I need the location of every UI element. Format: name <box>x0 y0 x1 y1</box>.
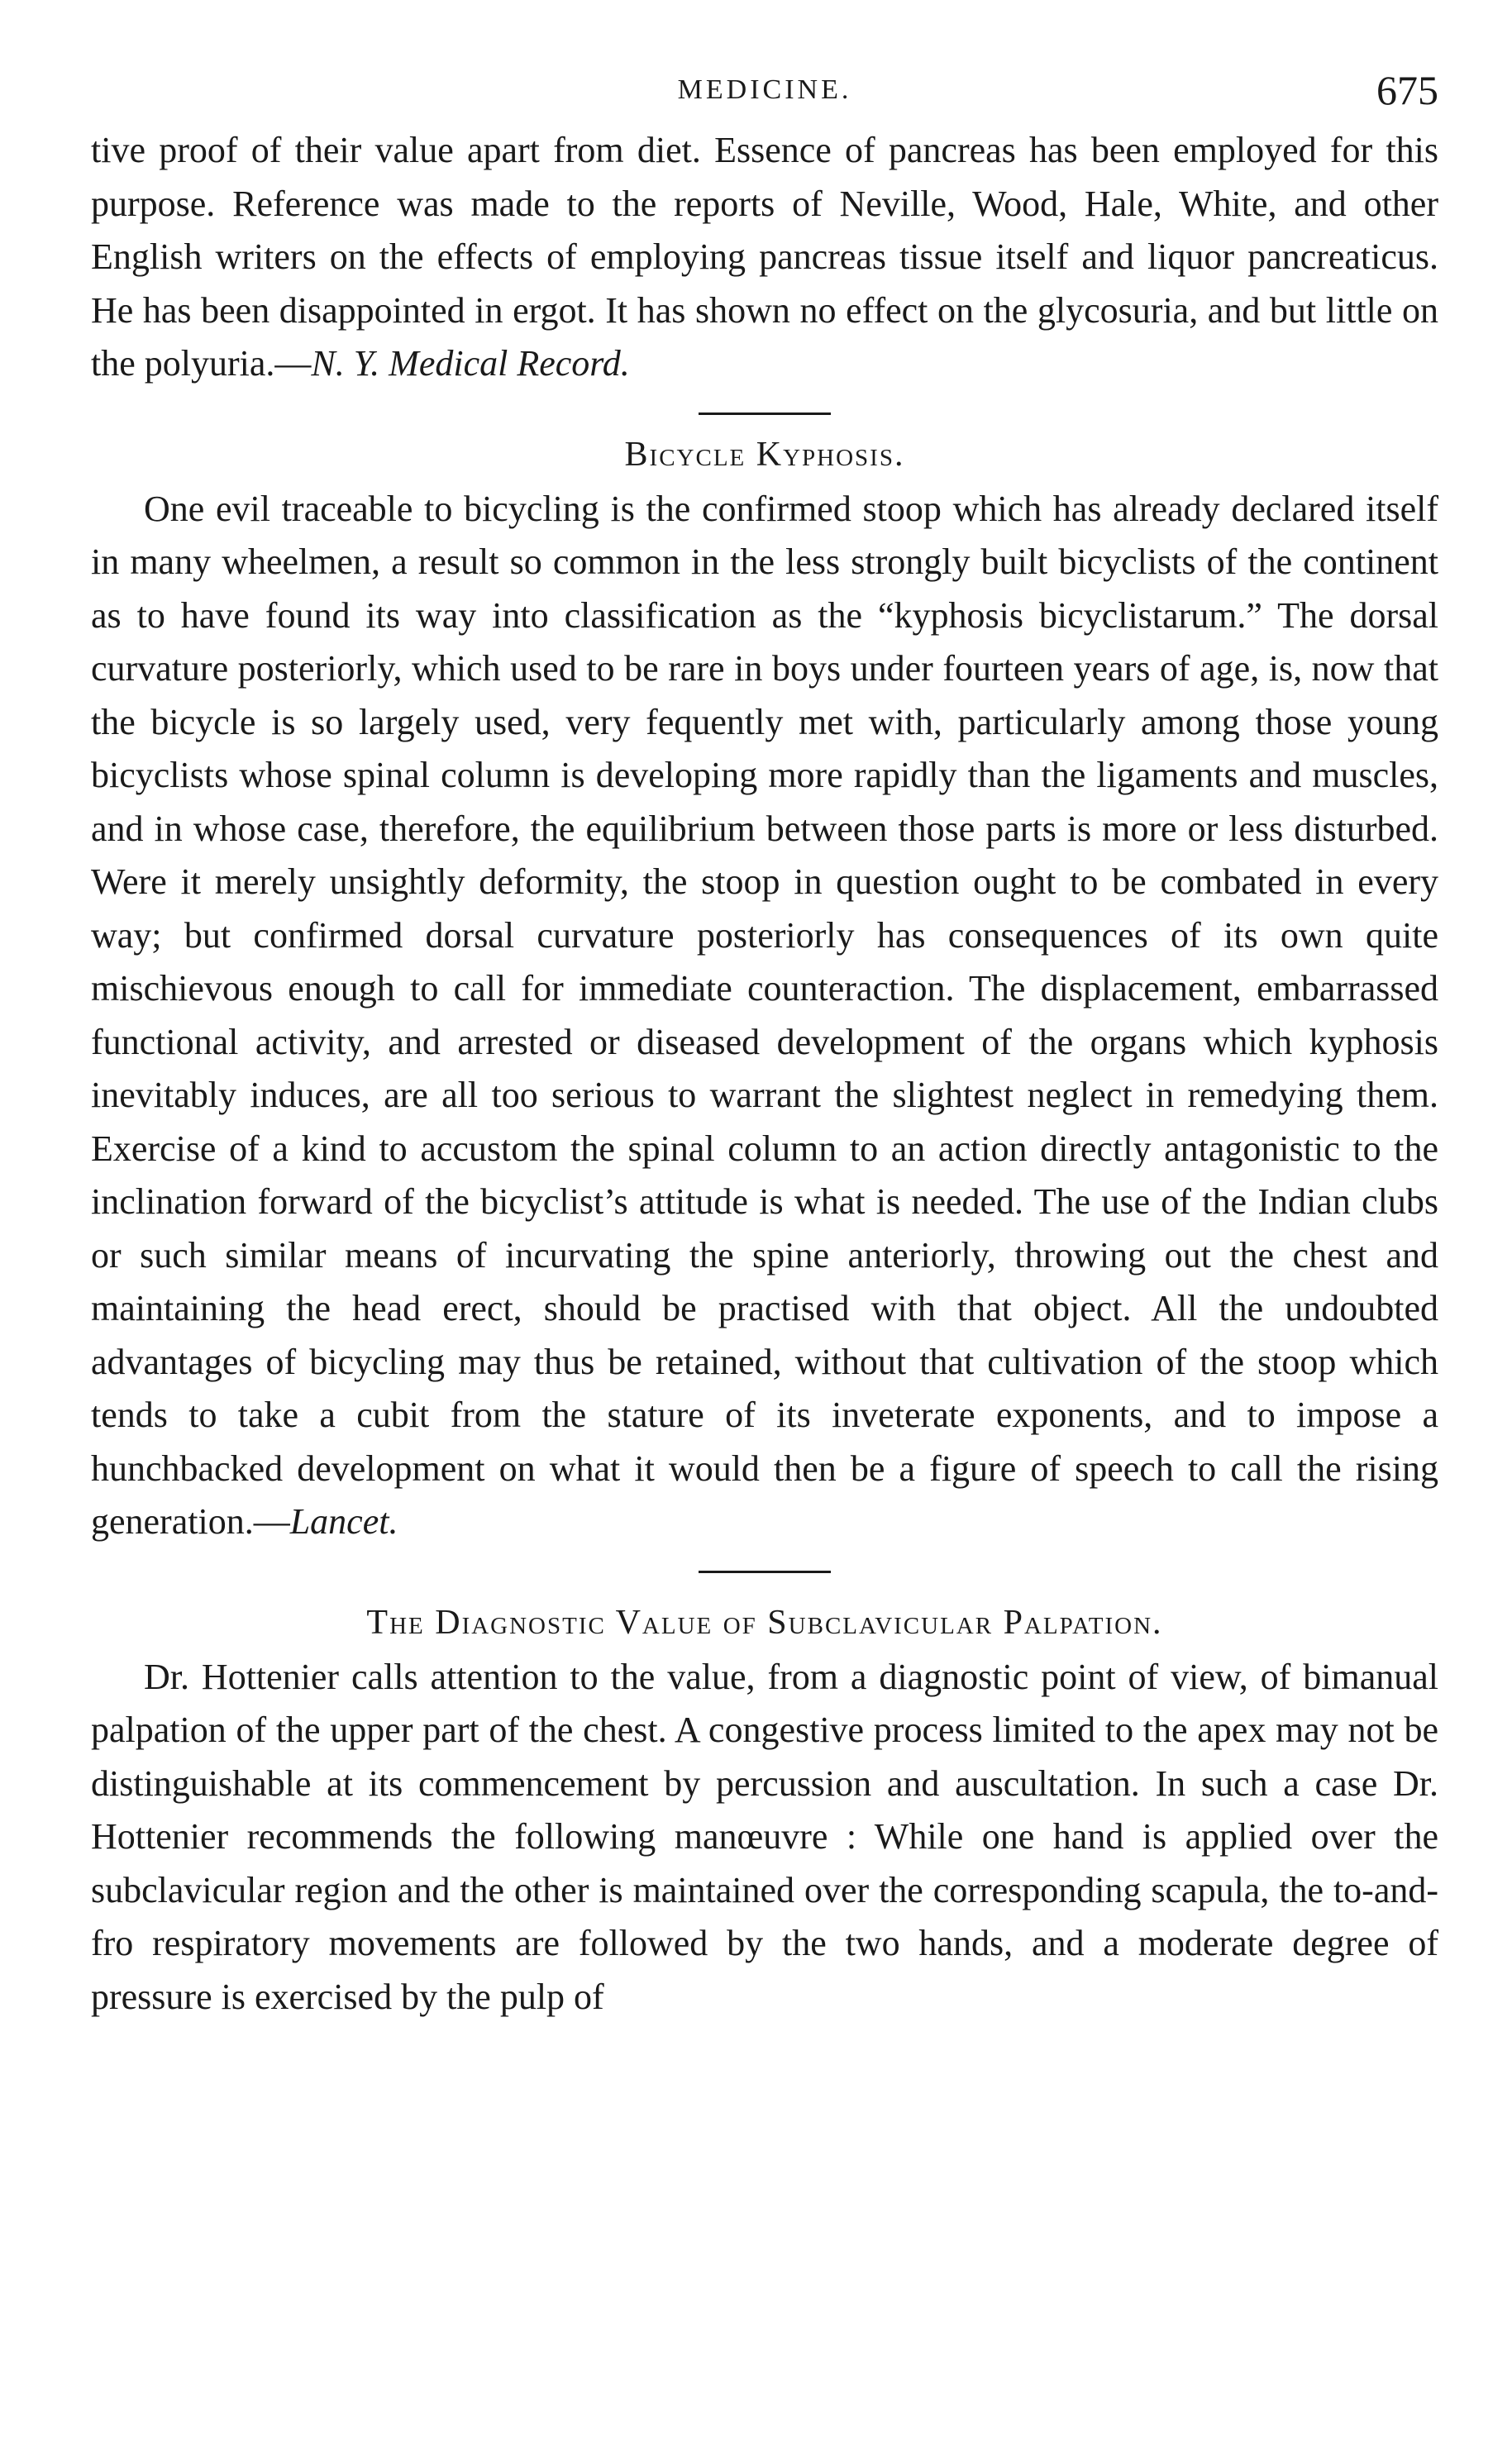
section-divider <box>699 413 831 415</box>
paragraph-subclavicular-palpation <box>91 1651 1438 2024</box>
page-number: 675 <box>1376 67 1438 113</box>
page-header <box>91 66 1438 124</box>
citation-ny-medical-record: N. Y. Medical Record. <box>311 343 630 384</box>
paragraph-text: tive proof of their value apart from diet. Essence of pancreas has been employed for this purpose. Reference was made to the reports of Neville, Wood, Hale, White, and other English writers on the effects of employing pancreas tissue itself and liquor pancreaticus. He has been disappointed in ergot. It has shown no effect on the glycosuria, and but little on the polyuria.— <box>91 130 1438 384</box>
running-head: MEDICINE. <box>677 74 852 105</box>
heading-subclavicular-palpation: The Diagnostic Value of Subclavicular Palpation. <box>366 1603 1163 1642</box>
paragraph-text: Dr. Hottenier calls attention to the value, from a diagnostic point of view, of bimanual palpation of the upper part of the chest. A congestive process limited to the apex may not be distinguishable at its commencement by percussion and auscultation. In such a case Dr. Hottenier recommends the following manœuvre : While one hand is applied over the subclavicular region and the other is maintained over the corresponding scapula, the to-and-fro respiratory movements are followed by the two hands, and a moderate degree of pressure is exercised by the pulp of <box>91 1656 1438 2017</box>
book-page <box>91 66 1438 2024</box>
citation-lancet: Lancet. <box>289 1501 398 1542</box>
paragraph-text: One evil traceable to bicycling is the confirmed stoop which has already declared itself in many wheelmen, a result so common in the less strongly built bicyclists of the continent as to have found its way into classification as the “kyphosis bicyclistarum.” The dorsal curvature posteriorly, which used to be rare in boys under fourteen years of age, is, now that the bicycle is so largely used, very fequently met with, particularly among those young bicyclists whose spinal column is developing more rapidly than the ligaments and muscles, and in whose case, therefore, the equilibrium between those parts is more or less disturbed. Were it merely unsightly deformity, the stoop in question ought to be combated in every way; but confirmed dorsal curvature posteriorly has consequences of its own quite mischievous enough to call for immediate counteraction. The displacement, embarrassed functional activity, and arrested or diseased development of the organs which kyphosis inevitably induces, are all too serious to warrant the slightest neglect in remedying them. Exercise of a kind to accustom the spinal column to an action directly antagonistic to the inclination forward of the bicyclist’s attitude is what is needed. The use of the Indian clubs or such similar means of incurvating the spine anteriorly, throwing out the chest and maintaining the head erect, should be practised with that object. All the undoubted advantages of bicycling may thus be retained, without that cultivation of the stoop which tends to take a cubit from the stature of its inveterate exponents, and to impose a hunchbacked development on what it would then be a figure of speech to call the rising generation.— <box>91 488 1438 1542</box>
heading-bicycle-kyphosis: Bicycle Kyphosis. <box>624 435 905 474</box>
paragraph-bicycle-kyphosis <box>91 483 1438 1549</box>
section-divider <box>699 1571 831 1573</box>
paragraph-continued-diet <box>91 124 1438 391</box>
